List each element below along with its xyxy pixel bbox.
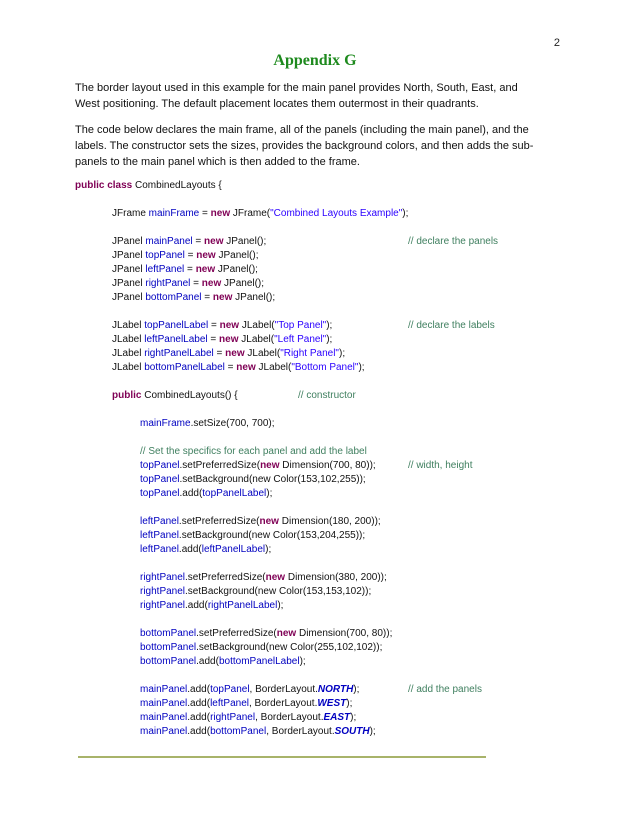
code-op: = <box>208 320 220 331</box>
code-line-constructor <box>112 389 238 403</box>
code-op: = <box>184 250 197 261</box>
code-end: ); <box>358 362 365 373</box>
code-field: leftPanel <box>145 264 185 275</box>
code-line-preferred-size <box>140 459 376 473</box>
code-line-background <box>140 585 371 599</box>
code-field: topPanelLabel <box>144 320 209 331</box>
code-line-preferred-size <box>140 515 381 529</box>
keyword: new <box>219 334 239 345</box>
code-type: JLabel <box>112 320 145 331</box>
keyword: new <box>196 250 216 261</box>
code-text: , BorderLayout. <box>249 684 318 695</box>
code-constant: NORTH <box>317 684 354 695</box>
code-text: JPanel(); <box>221 278 265 289</box>
keyword: new <box>195 264 216 275</box>
code-field: rightPanel <box>145 278 191 289</box>
code-text: JPanel(); <box>215 264 258 275</box>
code-text: .setPreferredSize( <box>196 628 277 639</box>
code-line-frame <box>112 207 408 221</box>
code-field: leftPanelLabel <box>201 544 266 555</box>
code-op: = <box>201 292 213 303</box>
code-field: bottomPanelLabel <box>144 362 225 373</box>
code-field: topPanelLabel <box>202 488 267 499</box>
code-type: JFrame <box>112 208 149 219</box>
code-text: JPanel(); <box>223 236 267 247</box>
code-type: JPanel <box>112 278 146 289</box>
code-text: Dimension(700, 80)); <box>279 460 376 471</box>
code-text: .add( <box>187 684 211 695</box>
code-line-panel <box>112 249 259 263</box>
code-line-add-panel <box>140 683 359 697</box>
page-number: 2 <box>553 37 560 49</box>
code-constant: EAST <box>323 712 351 723</box>
code-field: leftPanel <box>140 516 179 527</box>
code-line-panel <box>112 277 264 291</box>
keyword: new <box>210 208 231 219</box>
code-end: ); <box>353 684 360 695</box>
code-field: mainPanel <box>145 236 193 247</box>
code-op: = <box>192 236 205 247</box>
code-text: Dimension(700, 80)); <box>296 628 393 639</box>
code-line-add-label <box>140 655 306 669</box>
code-field: mainFrame <box>148 208 200 219</box>
code-field: bottomPanel <box>140 628 197 639</box>
code-text: CombinedLayouts() { <box>141 390 238 401</box>
code-string: "Combined Layouts Example" <box>270 208 403 219</box>
code-field: rightPanel <box>140 586 186 597</box>
code-text: .setPreferredSize( <box>179 460 261 471</box>
code-text: Dimension(180, 200)); <box>278 516 381 527</box>
code-line-preferred-size <box>140 627 392 641</box>
code-text: .setPreferredSize( <box>185 572 266 583</box>
code-type: JLabel <box>112 348 145 359</box>
code-line-panel <box>112 263 258 277</box>
code-field: bottomPanelLabel <box>218 656 300 667</box>
keyword: new <box>204 236 224 247</box>
code-text: .add( <box>187 712 211 723</box>
code-line-class-decl <box>75 179 222 193</box>
code-end: ); <box>369 726 376 737</box>
code-field: topPanel <box>140 474 180 485</box>
code-op: = <box>207 334 220 345</box>
code-line-panel <box>112 291 275 305</box>
comment-constructor: // constructor <box>298 390 356 401</box>
code-field: mainFrame <box>140 418 191 429</box>
code-line-add-panel <box>140 725 376 739</box>
code-field: bottomPanel <box>140 642 197 653</box>
code-line-add-label <box>140 543 271 557</box>
code-op: = <box>199 208 211 219</box>
code-field: topPanel <box>140 460 180 471</box>
code-line-setsize <box>140 417 275 431</box>
code-field: mainPanel <box>140 698 188 709</box>
keyword: new <box>201 278 222 289</box>
code-line-add-label <box>140 599 283 613</box>
code-text: .setBackground(new Color(153,204,255)); <box>178 530 366 541</box>
code-text: , BorderLayout. <box>248 698 318 709</box>
comment-width-height: // width, height <box>408 460 473 471</box>
code-line-panel <box>112 235 266 249</box>
code-end: ); <box>326 320 333 331</box>
code-text: .setSize(700, 700); <box>190 418 275 429</box>
code-field: rightPanelLabel <box>144 348 214 359</box>
code-constant: WEST <box>317 698 347 709</box>
code-text: Dimension(380, 200)); <box>285 572 387 583</box>
comment-add-panels: // add the panels <box>408 684 482 695</box>
code-ctor: JLabel( <box>244 348 281 359</box>
code-string: "Top Panel" <box>274 320 327 331</box>
footer-rule <box>78 756 486 758</box>
code-field: mainPanel <box>140 712 188 723</box>
code-line-label <box>112 347 345 361</box>
code-text: JPanel(); <box>232 292 276 303</box>
code-field: rightPanel <box>210 712 256 723</box>
code-text: , BorderLayout. <box>266 726 335 737</box>
code-op: = <box>190 278 202 289</box>
keyword: new <box>219 320 240 331</box>
keyword: new <box>259 516 279 527</box>
code-text: ); <box>266 488 273 499</box>
description-paragraph: The code below declares the main frame, all of the panels (including the main panel), and the labels. The constructor sets the sizes, provides the background colors, and then adds the sub-panels to the main panel which is then added to the frame. <box>75 124 534 168</box>
comment-set-specifics: // Set the specifics for each panel and add the label <box>140 446 367 457</box>
code-string: "Right Panel" <box>280 348 339 359</box>
keyword: new <box>276 628 297 639</box>
code-field: topPanel <box>145 250 185 261</box>
keyword: new <box>212 292 233 303</box>
keyword: new <box>225 348 245 359</box>
code-ctor: JFrame( <box>230 208 271 219</box>
code-end: ); <box>346 698 353 709</box>
keyword: new <box>236 362 256 373</box>
code-ctor: JLabel( <box>238 334 275 345</box>
keyword: new <box>260 460 280 471</box>
code-line-label <box>112 361 365 375</box>
code-text: ); <box>265 544 272 555</box>
code-line-add-panel <box>140 711 356 725</box>
code-op: = <box>213 348 226 359</box>
code-field: topPanel <box>210 684 250 695</box>
code-text: .add( <box>187 726 211 737</box>
code-text: .add( <box>187 698 211 709</box>
code-text: .add( <box>179 488 203 499</box>
keyword: public <box>112 390 142 401</box>
code-line-background <box>140 641 382 655</box>
code-constant: SOUTH <box>334 726 370 737</box>
comment-declare-labels: // declare the labels <box>408 320 495 331</box>
code-field: mainPanel <box>140 684 188 695</box>
keyword: public class <box>75 180 133 191</box>
intro-paragraph: The border layout used in this example for the main panel provides North, South, East, and West positioning. The default placement locates them outermost in their quadrants. <box>75 82 518 110</box>
code-line-add-label <box>140 487 272 501</box>
code-ctor: JLabel( <box>255 362 292 373</box>
code-field: leftPanel <box>210 698 249 709</box>
code-text: .add( <box>196 656 219 667</box>
code-end: ); <box>350 712 357 723</box>
code-type: JPanel <box>112 250 146 261</box>
code-text: .setBackground(new Color(153,102,255)); <box>179 474 366 485</box>
code-text: .setBackground(new Color(153,153,102)); <box>185 586 372 597</box>
comment-declare-panels: // declare the panels <box>408 236 499 247</box>
code-end: ); <box>402 208 409 219</box>
code-line-preferred-size <box>140 571 387 585</box>
code-text: .add( <box>178 544 202 555</box>
code-field: rightPanelLabel <box>207 600 278 611</box>
code-text: .add( <box>185 600 208 611</box>
code-field: topPanel <box>140 488 180 499</box>
code-text: ); <box>299 656 306 667</box>
code-type: JLabel <box>112 334 145 345</box>
code-text: JPanel(); <box>215 250 259 261</box>
code-field: bottomPanel <box>210 726 267 737</box>
code-line-background <box>140 473 366 487</box>
code-line-label <box>112 333 332 347</box>
code-text: .setPreferredSize( <box>178 516 260 527</box>
code-string: "Bottom Panel" <box>291 362 359 373</box>
code-field: bottomPanel <box>140 656 197 667</box>
code-text: .setBackground(new Color(255,102,102)); <box>196 642 383 653</box>
code-field: bottomPanel <box>145 292 202 303</box>
code-text: ); <box>277 600 284 611</box>
code-field: leftPanel <box>140 530 179 541</box>
code-line-label <box>112 319 332 333</box>
code-line-background <box>140 529 365 543</box>
code-type: JLabel <box>112 362 145 373</box>
code-op: = <box>184 264 196 275</box>
code-text: CombinedLayouts { <box>132 180 222 191</box>
code-type: JPanel <box>112 264 146 275</box>
code-end: ); <box>339 348 346 359</box>
code-type: JPanel <box>112 292 146 303</box>
code-field: leftPanelLabel <box>144 334 208 345</box>
code-string: "Left Panel" <box>274 334 327 345</box>
page-title: Appendix G <box>273 52 357 69</box>
code-line-add-panel <box>140 697 352 711</box>
code-ctor: JLabel( <box>239 320 275 331</box>
keyword: new <box>265 572 286 583</box>
code-type: JPanel <box>112 236 146 247</box>
code-end: ); <box>326 334 333 345</box>
code-field: leftPanel <box>140 544 179 555</box>
code-field: rightPanel <box>140 600 186 611</box>
code-text: , BorderLayout. <box>255 712 324 723</box>
code-field: mainPanel <box>140 726 188 737</box>
code-field: rightPanel <box>140 572 186 583</box>
code-op: = <box>224 362 237 373</box>
